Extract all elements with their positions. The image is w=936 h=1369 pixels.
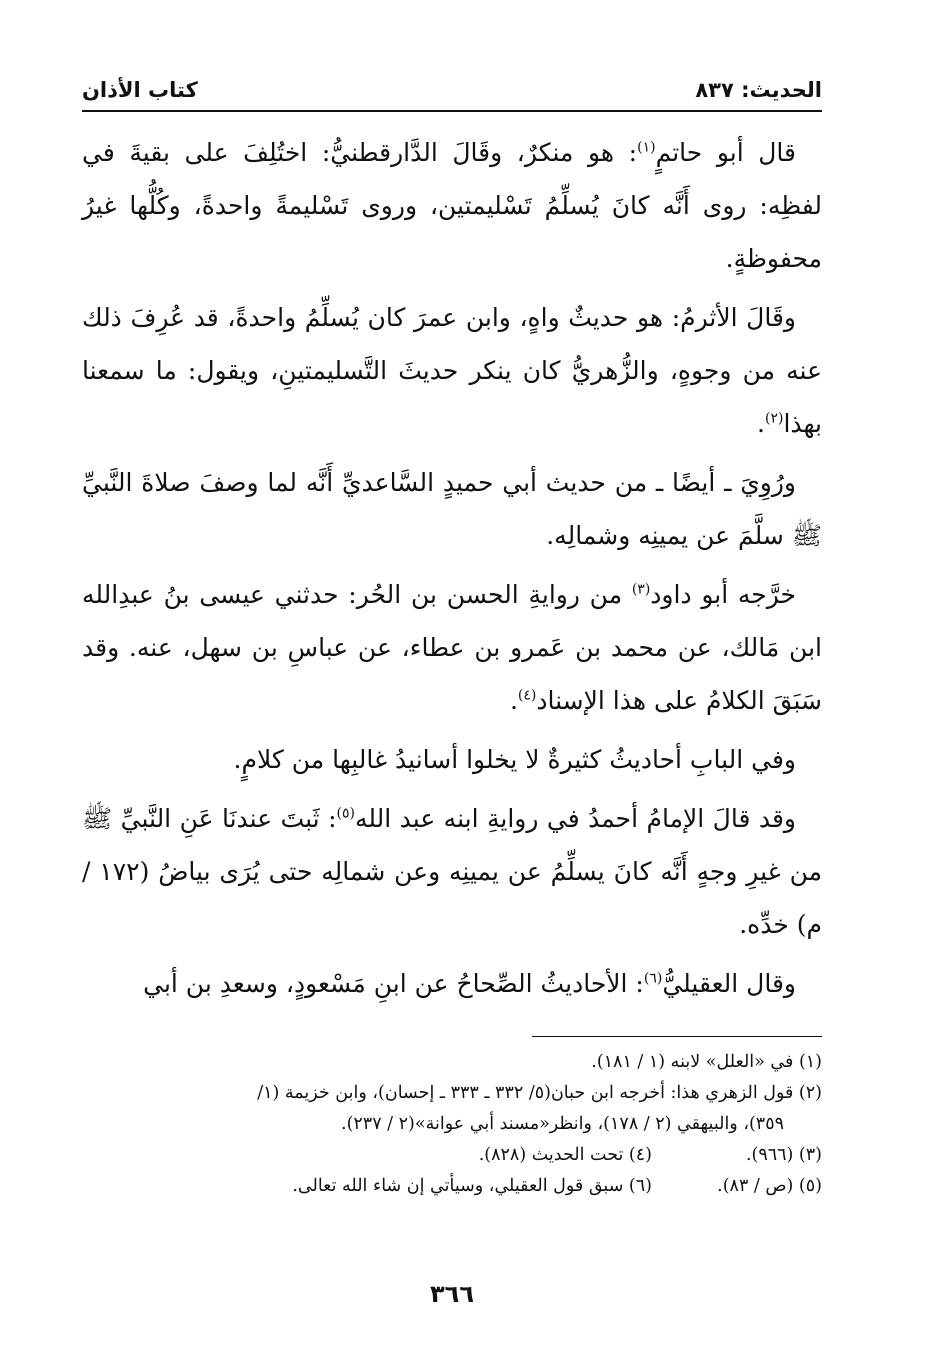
running-header (82, 70, 822, 112)
footnote-ref[interactable]: (٣) (631, 581, 651, 598)
footnote-4: (٤) تحت الحديث (٨٢٨). (478, 1145, 652, 1165)
paragraph-uqaili: وقال العقيليُّ$^{(٦)}$: الأحاديثُ الصِّحاحُ عن ابنِ مَسْعودٍ، وسعدِ بن أبي (143, 969, 796, 998)
footnote-row-5-6 (82, 1171, 822, 1202)
footnote-ref[interactable]: (٥) (336, 805, 355, 822)
footnote-6: (٦) سبق قول العقيلي، وسيأتي إن شاء الله تعالى. (292, 1176, 652, 1196)
footnote-5: (٥) (ص / ٨٣). (717, 1176, 822, 1196)
paragraph-abu-humaid: ورُوِيَ ـ أيضًا ـ من حديث أبي حميدٍ السَّاعديِّ أَنَّه لما وصفَ صلاةَ النَّبيِّ ﷺ سلَّمَ عن يمينِه وشمالِه. (82, 468, 822, 550)
footnote-divider (532, 1036, 822, 1037)
footnote-ref[interactable]: (٤) (517, 687, 537, 704)
paragraph-athram: وقَالَ الأثرمُ: هو حديثٌ واهٍ، وابن عمرَ كان يُسلِّمُ واحدةً، قد عُرِفَ ذلك عنه من وجوهٍ، والزُّهريُّ كان ينكر حديثَ التَّسليمتينِ، ويقول: ما سمعنا بهذا$^{(٢)}$. (82, 303, 822, 438)
footnote-ref[interactable]: (٦) (643, 970, 663, 987)
hadith-number: الحديث: ٨٣٧ (695, 78, 822, 102)
footnotes (82, 1047, 822, 1202)
book-title: كتاب الأذان (82, 78, 198, 102)
footnote-2-continued: ٣٥٩)، والبيهقي (٢ / ١٧٨)، وانظر«مسند أبي عوانة»(٢ / ٢٣٧). (341, 1114, 784, 1134)
paragraph-abu-dawud: خرَّجه أبو داود$^{(٣)}$ من روايةِ الحسن بن الحُر: حدثني عيسى بنُ عبدِالله ابن مَالك، عن محمد بن عَمرو بن عطاء، عن عباسِ بن سهل، عنه. وقد سَبَقَ الكلامُ على هذا الإسناد$^{(٤)}$. (82, 580, 822, 715)
book-page (82, 70, 822, 1360)
paragraph-imam-ahmad: وقد قالَ الإمامُ أحمدُ في روايةِ ابنه عبد الله$^{(٥)}$: ثَبتَ عندنَا عَنِ النَّبيِّ ﷺ من غيرِ وجهٍ أَنَّه كانَ يسلِّمُ عن يمينِه وعن شمالِه حتى يُرَى بياضُ (١٧٢ / م) خدِّه. (82, 804, 822, 939)
main-text (82, 126, 822, 1010)
footnote-1: (١) في «العلل» لابنه (١ / ١٨١). (591, 1052, 822, 1072)
footnote-ref[interactable]: (٢) (764, 410, 784, 427)
footnote-2: (٢) قول الزهري هذا: أخرجه ابن حبان(٥/ ٣٣٢ ـ ٣٣٣ ـ إحسان)، وابن خزيمة (١/ (257, 1083, 822, 1103)
page-number: ٣٦٦ (430, 1280, 474, 1308)
footnote-row-3-4 (82, 1140, 822, 1171)
paragraph-abu-hatim: قال أبو حاتمٍ$^{(١)}$: هو منكرٌ، وقَالَ الدَّارقطنيُّ: اختُلِفَ على بقيةَ في لفظِه: روى أَنَّه كانَ يُسلِّمُ تَسْليمتين، وروى تَسْليمةً واحدةً، وكُلُّها غيرُ محفوظةٍ. (82, 138, 822, 273)
footnote-ref[interactable]: (١) (637, 139, 656, 156)
footnote-3: (٣) (٩٦٦). (745, 1145, 822, 1165)
paragraph-fil-bab: وفي البابِ أحاديثُ كثيرةٌ لا يخلوا أسانيدُ غالبِها من كلامٍ. (233, 745, 796, 774)
